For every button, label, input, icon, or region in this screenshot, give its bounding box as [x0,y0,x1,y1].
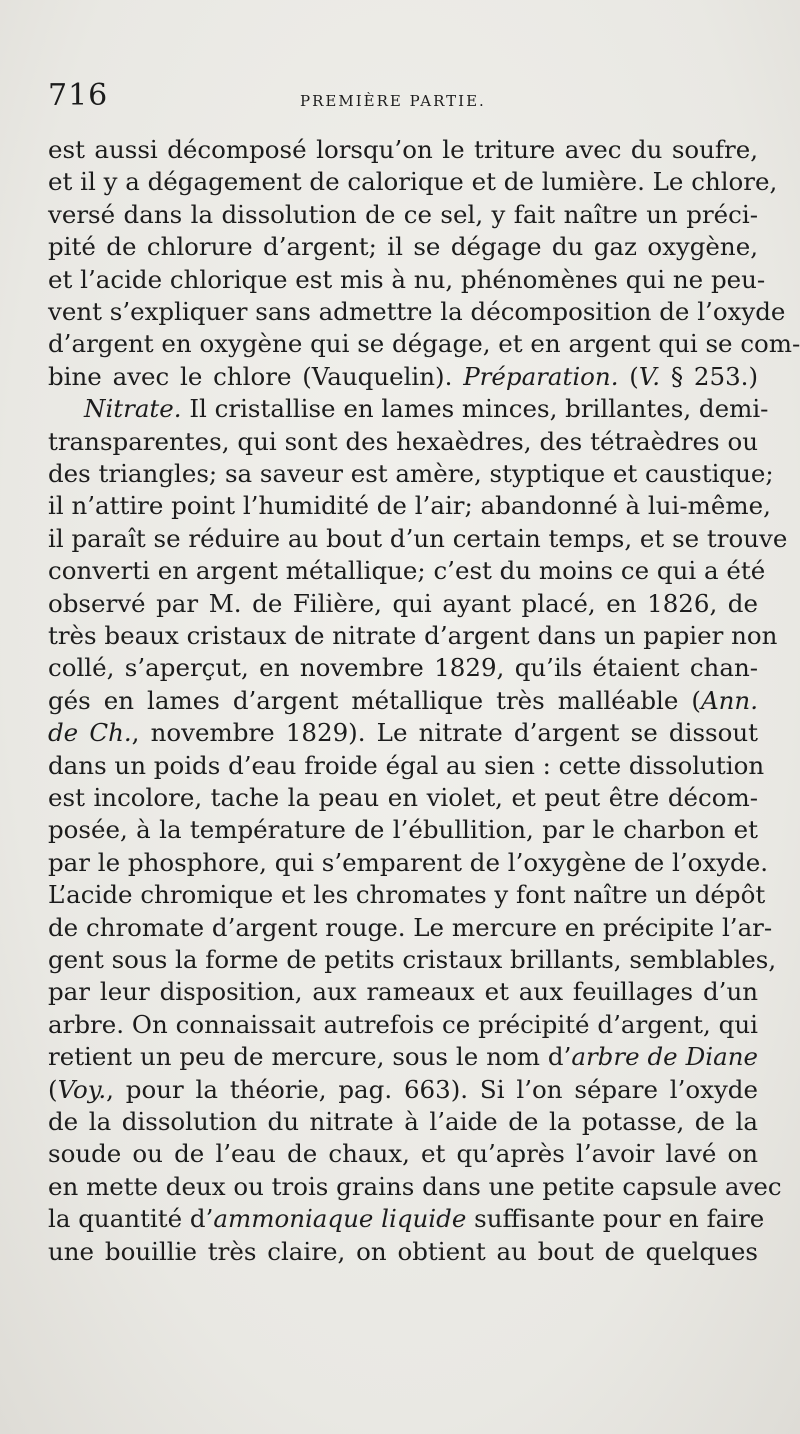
text-run: bine avec le chlore (Vauquelin). [48,361,464,391]
text-run: une bouillie très claire, on obtient au bout de quelques [48,1236,758,1266]
text-run: arbre. On connaissait autrefois ce précipité d’argent, qui [48,1009,758,1039]
text-run: transparentes, qui sont des hexaèdres, des tétraèdres ou [48,426,758,456]
text-line [48,814,758,846]
text-line [48,458,774,490]
text-run: retient un peu de mercure, sous le nom d’ [48,1042,572,1072]
text-run: , pour la théorie, pag. 663). Si l’on sépare l’oxyde [106,1074,758,1104]
page-header [48,78,748,118]
text-run: des triangles; sa saveur est amère, styptique et caustique; [48,459,774,488]
text-run: ( [618,361,639,391]
text-line [48,685,758,717]
text-line [48,1009,758,1041]
text-line [48,426,758,458]
text-line [48,231,758,263]
text-run: ( [48,1074,58,1104]
text-run: il paraît se réduire au bout d’un certain temps, et se trouve [48,523,788,553]
text-run: par leur disposition, aux rameaux et aux feuillages d’un [48,977,758,1007]
text-line [48,555,766,587]
text-line [48,912,773,944]
running-head: PREMIÈRE PARTIE. [300,92,486,110]
italic-text: ammoniaque liquide [213,1204,467,1234]
text-run: converti en argent métallique; c’est du moins ce qui a été [48,556,766,586]
text-run: de chromate d’argent rouge. Le mercure en précipite l’ar- [48,912,773,942]
text-run: § 253.) [660,361,758,391]
text-line [48,1074,758,1106]
text-run: est aussi décomposé lorsqu’on le triture avec du soufre, [48,135,758,164]
text-run: versé dans la dissolution de ce sel, y fait naître un préci- [48,199,758,229]
italic-text: V. [638,361,661,391]
italic-text: arbre de Diane [571,1042,758,1072]
text-line [48,620,778,652]
text-line [48,296,786,328]
text-run: très beaux cristaux de nitrate d’argent dans un papier non [48,621,778,650]
text-run: observé par M. de Filière, qui ayant placé, en 1826, de [48,588,758,618]
text-run: dans un poids d’eau froide égal au sien : cette dissolution [48,750,765,780]
text-line [48,199,758,231]
text-run: gés en lames d’argent métallique très malléable ( [48,685,701,715]
text-run: d’argent en oxygène qui se dégage, et en argent qui se com- [48,329,800,359]
text-run: est incolore, tache la peau en violet, et peut être décom- [48,783,758,812]
text-line [48,879,766,911]
text-line [48,264,766,296]
page-number: 716 [48,78,109,113]
text-line [48,1236,758,1268]
text-run: soude ou de l’eau de chaux, et qu’après l’avoir lavé on [48,1139,758,1169]
text-line [48,750,765,782]
text-line [48,166,778,198]
text-run: suffisante pour en faire [466,1204,765,1234]
text-run: L’acide chromique et les chromates y font naître un dépôt [48,880,766,910]
text-run: de la dissolution du nitrate à l’aide de la potasse, de la [48,1107,758,1136]
text-run: et il y a dégagement de calorique et de lumière. Le chlore, [48,167,778,197]
text-line [48,134,758,166]
text-line [48,782,758,814]
text-line [48,1138,758,1170]
text-run: vent s’expliquer sans admettre la décomposition de l’oxyde [48,297,786,326]
text-line [48,976,758,1008]
italic-text: Nitrate. [84,394,182,424]
text-line [48,588,758,620]
text-line [48,361,758,393]
text-line [48,1106,758,1138]
text-line [48,490,771,522]
text-run: il n’attire point l’humidité de l’air; abandonné à lui-même, [48,491,771,521]
text-line [48,1203,765,1235]
text-run: collé, s’aperçut, en novembre 1829, qu’ils étaient chan- [48,653,758,683]
text-line [48,523,788,555]
text-line [84,393,769,425]
text-run: en mette deux ou trois grains dans une petite capsule avec [48,1171,782,1201]
text-run: Il cristallise en lames minces, brillantes, demi- [181,394,769,424]
text-run: par le phosphore, qui s’emparent de l’oxygène de l’oxyde. [48,847,769,877]
text-run: , novembre 1829). Le nitrate d’argent se dissout [131,718,758,748]
text-line [48,652,758,684]
italic-text: de Ch. [48,718,132,748]
text-run: gent sous la forme de petits cristaux brillants, semblables, [48,945,777,974]
text-run: la quantité d’ [48,1204,214,1234]
text-line [48,717,758,749]
text-run: pité de chlorure d’argent; il se dégage du gaz oxygène, [48,232,758,262]
text-run: et l’acide chlorique est mis à nu, phénomènes qui ne peu- [48,264,766,294]
text-line [48,847,769,879]
text-line [48,1041,758,1073]
text-line [48,328,800,360]
italic-text: Voy. [57,1074,107,1104]
italic-text: Ann. [700,685,758,715]
italic-text: Préparation. [463,361,619,391]
text-line [48,944,777,976]
text-run: posée, à la température de l’ébullition, par le charbon et [48,815,758,845]
text-line [48,1171,782,1203]
